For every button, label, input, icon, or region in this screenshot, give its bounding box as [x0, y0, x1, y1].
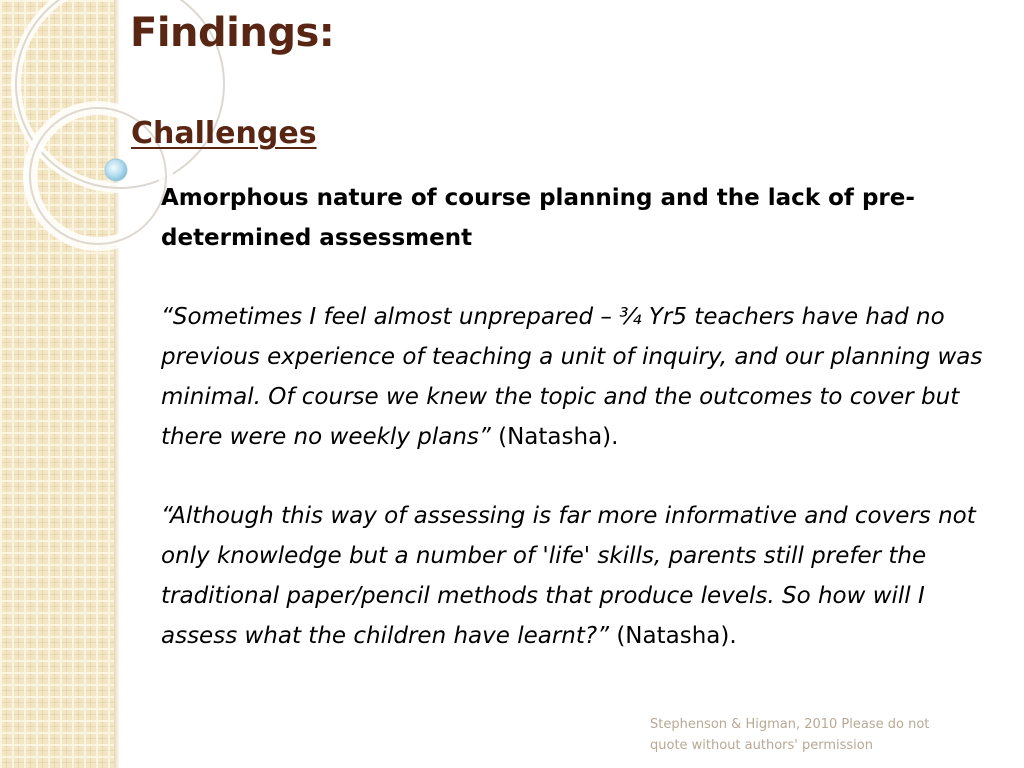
- slide-subtitle: Challenges: [131, 116, 317, 151]
- footer-citation: Stephenson & Higman, 2010 Please do not quote without authors' permission: [650, 717, 930, 753]
- quote-1-attribution: (Natasha).: [490, 424, 619, 450]
- blue-orb-icon: [105, 159, 127, 181]
- quote-2-attribution: (Natasha).: [609, 623, 737, 649]
- slide-title: Findings:: [130, 10, 335, 56]
- quote-1-text: “Sometimes I feel almost unprepared – ¾ Yr5 teachers have had no previous experience of teaching a unit of inquiry, and our planning was minimal. Of course we knew the topic and the outcomes to cover but there were no weekly plans”: [161, 304, 983, 450]
- quote-2-text: “Although this way of assessing is far more informative and covers not only knowledge but a number of 'life' skills, parents still prefer the traditional paper/pencil methods that produce levels. So how will I assess what the children have learnt?”: [161, 503, 976, 649]
- slide-body: [161, 178, 991, 656]
- quote-2: [161, 496, 991, 656]
- section-heading: Amorphous nature of course planning and the lack of pre-determined assessment: [161, 185, 915, 251]
- quote-1: [161, 297, 991, 457]
